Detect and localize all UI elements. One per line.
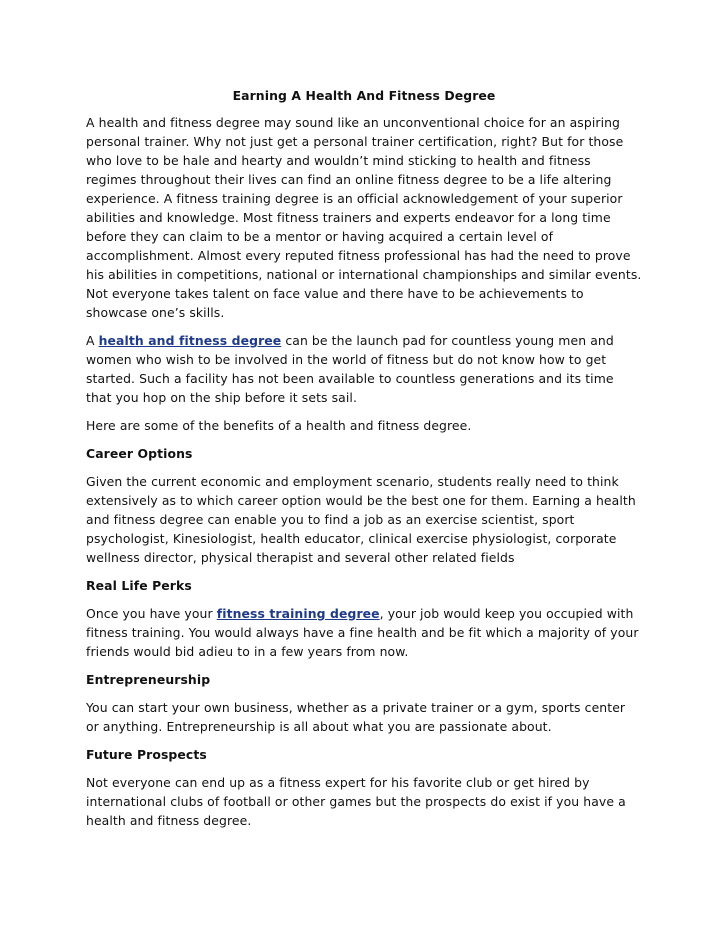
career-options-paragraph: Given the current economic and employment scenario, students really need to think extensively as to which career option would be the best one for them. Earning a health and fitness degree can enable you to find a job as an exercise scientist, sport psychologist, Kinesiologist, health educator, clinical exercise physiologist, corporate wellness director, physical therapist and several other related fields	[86, 474, 636, 565]
real-life-perks-text-before: Once you have your	[86, 606, 217, 621]
real-life-perks-text-after: , your job would keep you occupied with fitness training. You would always have a fine health and be fit which a majority of your friends would bid adieu to in a few years from now.	[86, 606, 639, 659]
fitness-training-degree-link[interactable]: fitness training degree	[216, 606, 380, 621]
entrepreneurship-heading: Entrepreneurship	[86, 672, 211, 687]
real-life-perks-heading: Real Life Perks	[86, 578, 192, 593]
benefits-intro-paragraph: Here are some of the benefits of a health and fitness degree.	[86, 418, 472, 433]
launch-pad-text-after: can be the launch pad for countless young men and women who wish to be involved in the world of fitness but do not know how to get started. Such a facility has not been available to countless generations and its time that you hop on the ship before it sets sail.	[86, 333, 614, 405]
real-life-perks-paragraph	[86, 604, 642, 661]
future-prospects-paragraph: Not everyone can end up as a fitness expert for his favorite club or get hired by international clubs of football or other games but the prospects do exist if you have a health and fitness degree.	[86, 775, 626, 828]
document-title: Earning A Health And Fitness Degree	[232, 88, 496, 103]
career-options-heading: Career Options	[86, 446, 193, 461]
launch-pad-paragraph	[86, 331, 642, 407]
entrepreneurship-paragraph: You can start your own business, whether as a private trainer or a gym, sports center or anything. Entrepreneurship is all about what you are passionate about.	[86, 700, 626, 734]
future-prospects-heading: Future Prospects	[86, 747, 207, 762]
document-page	[86, 86, 642, 839]
launch-pad-text-before: A	[86, 333, 99, 348]
health-fitness-degree-link[interactable]: health and fitness degree	[98, 333, 282, 348]
intro-paragraph: A health and fitness degree may sound like an unconventional choice for an aspiring personal trainer. Why not just get a personal trainer certification, right? But for those who love to be hale and hearty and wouldn’t mind sticking to health and fitness regimes throughout their lives can find an online fitness degree to be a life altering experience. A fitness training degree is an official acknowledgement of your superior abilities and knowledge. Most fitness trainers and experts endeavor for a long time before they can claim to be a mentor or having acquired a certain level of accomplishment. Almost every reputed fitness professional has had the need to prove his abilities in competitions, national or international championships and similar events. Not everyone takes talent on face value and there have to be achievements to showcase one’s skills.	[86, 115, 642, 320]
